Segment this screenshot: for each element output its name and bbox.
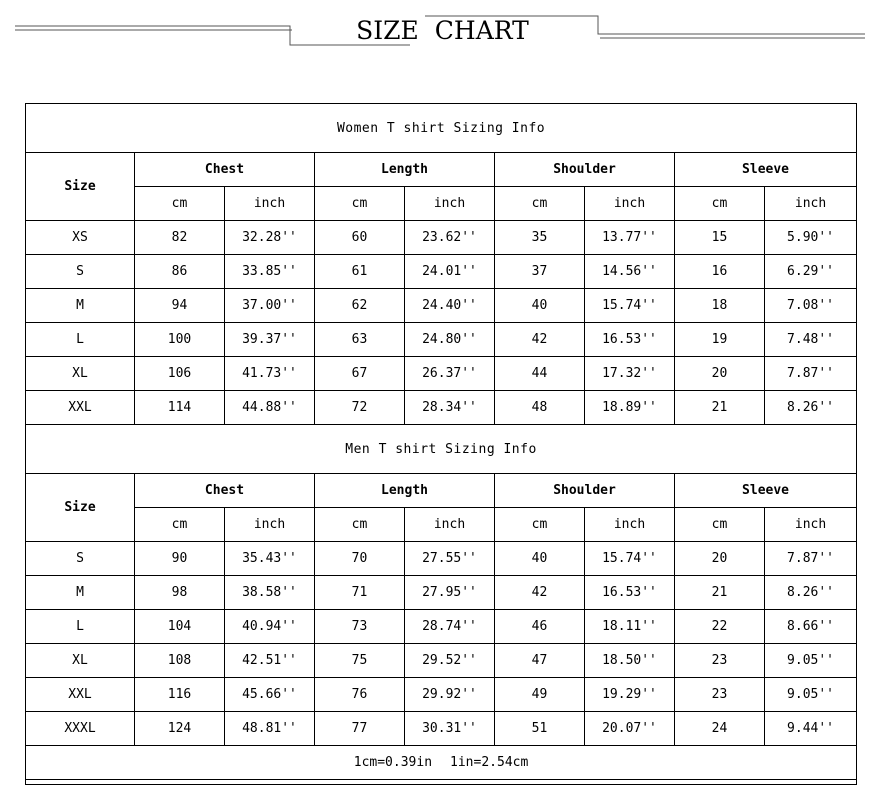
- value-cell: 16.53'': [585, 323, 675, 357]
- value-cell: 67: [315, 357, 405, 391]
- value-cell: 9.44'': [765, 712, 857, 746]
- value-cell: 44: [495, 357, 585, 391]
- value-cell: 30.31'': [405, 712, 495, 746]
- value-cell: 76: [315, 678, 405, 712]
- value-cell: 124: [135, 712, 225, 746]
- value-cell: 14.56'': [585, 255, 675, 289]
- unit-header: cm: [135, 187, 225, 221]
- unit-header: cm: [675, 508, 765, 542]
- size-cell: S: [26, 255, 135, 289]
- value-cell: 114: [135, 391, 225, 425]
- section-title-row: [26, 104, 857, 153]
- table-tail-row: [26, 780, 857, 785]
- table-row: [26, 542, 857, 576]
- measure-group-header: Length: [315, 153, 495, 187]
- value-cell: 7.48'': [765, 323, 857, 357]
- value-cell: 8.66'': [765, 610, 857, 644]
- table-row: [26, 221, 857, 255]
- value-cell: 48.81'': [225, 712, 315, 746]
- size-cell: XXL: [26, 391, 135, 425]
- value-cell: 63: [315, 323, 405, 357]
- size-table: [25, 103, 857, 785]
- unit-header: cm: [675, 187, 765, 221]
- page-title: [0, 16, 885, 45]
- value-cell: 71: [315, 576, 405, 610]
- group-header-row: [26, 153, 857, 187]
- value-cell: 17.32'': [585, 357, 675, 391]
- value-cell: 16: [675, 255, 765, 289]
- value-cell: 23: [675, 644, 765, 678]
- table-row: [26, 610, 857, 644]
- value-cell: 16.53'': [585, 576, 675, 610]
- value-cell: 82: [135, 221, 225, 255]
- size-column-header: Size: [26, 153, 135, 221]
- value-cell: 37: [495, 255, 585, 289]
- value-cell: 61: [315, 255, 405, 289]
- value-cell: 49: [495, 678, 585, 712]
- table-row: [26, 644, 857, 678]
- unit-note: [26, 746, 857, 780]
- value-cell: 19.29'': [585, 678, 675, 712]
- measure-group-header: Sleeve: [675, 474, 857, 508]
- value-cell: 35.43'': [225, 542, 315, 576]
- measure-group-header: Chest: [135, 474, 315, 508]
- size-chart-header: [0, 0, 885, 60]
- value-cell: 6.29'': [765, 255, 857, 289]
- value-cell: 44.88'': [225, 391, 315, 425]
- unit-header: cm: [495, 187, 585, 221]
- value-cell: 18: [675, 289, 765, 323]
- size-cell: M: [26, 289, 135, 323]
- unit-header-row: [26, 508, 857, 542]
- table-row: [26, 255, 857, 289]
- value-cell: 42: [495, 323, 585, 357]
- group-header-row: [26, 474, 857, 508]
- value-cell: 8.26'': [765, 576, 857, 610]
- value-cell: 23.62'': [405, 221, 495, 255]
- unit-header: inch: [585, 508, 675, 542]
- value-cell: 70: [315, 542, 405, 576]
- table-row: [26, 357, 857, 391]
- measure-group-header: Chest: [135, 153, 315, 187]
- value-cell: 40: [495, 289, 585, 323]
- unit-header: inch: [765, 508, 857, 542]
- value-cell: 9.05'': [765, 644, 857, 678]
- value-cell: 23: [675, 678, 765, 712]
- value-cell: 9.05'': [765, 678, 857, 712]
- unit-header: cm: [135, 508, 225, 542]
- value-cell: 13.77'': [585, 221, 675, 255]
- value-cell: 42: [495, 576, 585, 610]
- value-cell: 51: [495, 712, 585, 746]
- value-cell: 18.89'': [585, 391, 675, 425]
- value-cell: 75: [315, 644, 405, 678]
- value-cell: 72: [315, 391, 405, 425]
- value-cell: 41.73'': [225, 357, 315, 391]
- value-cell: 27.95'': [405, 576, 495, 610]
- table-row: [26, 391, 857, 425]
- value-cell: 29.52'': [405, 644, 495, 678]
- value-cell: 47: [495, 644, 585, 678]
- value-cell: 116: [135, 678, 225, 712]
- value-cell: 5.90'': [765, 221, 857, 255]
- size-cell: XL: [26, 357, 135, 391]
- table-row: [26, 678, 857, 712]
- unit-header: inch: [405, 187, 495, 221]
- size-cell: M: [26, 576, 135, 610]
- value-cell: 104: [135, 610, 225, 644]
- table-tail: [26, 780, 857, 785]
- value-cell: 106: [135, 357, 225, 391]
- value-cell: 24.80'': [405, 323, 495, 357]
- value-cell: 19: [675, 323, 765, 357]
- value-cell: 86: [135, 255, 225, 289]
- value-cell: 38.58'': [225, 576, 315, 610]
- title-word-size: SIZE: [356, 16, 419, 45]
- value-cell: 48: [495, 391, 585, 425]
- value-cell: 108: [135, 644, 225, 678]
- value-cell: 33.85'': [225, 255, 315, 289]
- value-cell: 21: [675, 391, 765, 425]
- value-cell: 20: [675, 357, 765, 391]
- size-column-header: Size: [26, 474, 135, 542]
- table-row: [26, 323, 857, 357]
- value-cell: 24.40'': [405, 289, 495, 323]
- value-cell: 45.66'': [225, 678, 315, 712]
- value-cell: 98: [135, 576, 225, 610]
- table-row: [26, 712, 857, 746]
- value-cell: 32.28'': [225, 221, 315, 255]
- unit-header: inch: [765, 187, 857, 221]
- value-cell: 29.92'': [405, 678, 495, 712]
- measure-group-header: Sleeve: [675, 153, 857, 187]
- value-cell: 62: [315, 289, 405, 323]
- section-title: Women T shirt Sizing Info: [26, 104, 857, 153]
- unit-note-row: [26, 746, 857, 780]
- value-cell: 7.08'': [765, 289, 857, 323]
- measure-group-header: Shoulder: [495, 153, 675, 187]
- value-cell: 15.74'': [585, 289, 675, 323]
- unit-header: inch: [225, 187, 315, 221]
- value-cell: 42.51'': [225, 644, 315, 678]
- value-cell: 21: [675, 576, 765, 610]
- title-word-chart: CHART: [434, 16, 529, 45]
- value-cell: 28.74'': [405, 610, 495, 644]
- size-cell: XL: [26, 644, 135, 678]
- size-cell: XS: [26, 221, 135, 255]
- value-cell: 15: [675, 221, 765, 255]
- value-cell: 7.87'': [765, 357, 857, 391]
- size-cell: XXXL: [26, 712, 135, 746]
- measure-group-header: Shoulder: [495, 474, 675, 508]
- value-cell: 73: [315, 610, 405, 644]
- value-cell: 15.74'': [585, 542, 675, 576]
- unit-header: inch: [405, 508, 495, 542]
- unit-header: cm: [495, 508, 585, 542]
- size-cell: S: [26, 542, 135, 576]
- value-cell: 28.34'': [405, 391, 495, 425]
- value-cell: 94: [135, 289, 225, 323]
- size-cell: L: [26, 610, 135, 644]
- value-cell: 35: [495, 221, 585, 255]
- value-cell: 7.87'': [765, 542, 857, 576]
- table-row: [26, 289, 857, 323]
- value-cell: 40.94'': [225, 610, 315, 644]
- value-cell: 77: [315, 712, 405, 746]
- value-cell: 24: [675, 712, 765, 746]
- unit-note-in: 1in=2.54cm: [450, 755, 529, 770]
- unit-note-cm: 1cm=0.39in: [353, 755, 433, 770]
- value-cell: 22: [675, 610, 765, 644]
- value-cell: 100: [135, 323, 225, 357]
- value-cell: 26.37'': [405, 357, 495, 391]
- table-row: [26, 576, 857, 610]
- value-cell: 24.01'': [405, 255, 495, 289]
- unit-header: inch: [225, 508, 315, 542]
- value-cell: 40: [495, 542, 585, 576]
- unit-header: cm: [315, 508, 405, 542]
- unit-header-row: [26, 187, 857, 221]
- value-cell: 27.55'': [405, 542, 495, 576]
- value-cell: 8.26'': [765, 391, 857, 425]
- value-cell: 39.37'': [225, 323, 315, 357]
- size-cell: L: [26, 323, 135, 357]
- value-cell: 46: [495, 610, 585, 644]
- value-cell: 18.50'': [585, 644, 675, 678]
- value-cell: 20: [675, 542, 765, 576]
- value-cell: 18.11'': [585, 610, 675, 644]
- value-cell: 90: [135, 542, 225, 576]
- value-cell: 37.00'': [225, 289, 315, 323]
- size-cell: XXL: [26, 678, 135, 712]
- section-title-row: [26, 425, 857, 474]
- value-cell: 20.07'': [585, 712, 675, 746]
- value-cell: 60: [315, 221, 405, 255]
- unit-header: inch: [585, 187, 675, 221]
- section-title: Men T shirt Sizing Info: [26, 425, 857, 474]
- measure-group-header: Length: [315, 474, 495, 508]
- unit-header: cm: [315, 187, 405, 221]
